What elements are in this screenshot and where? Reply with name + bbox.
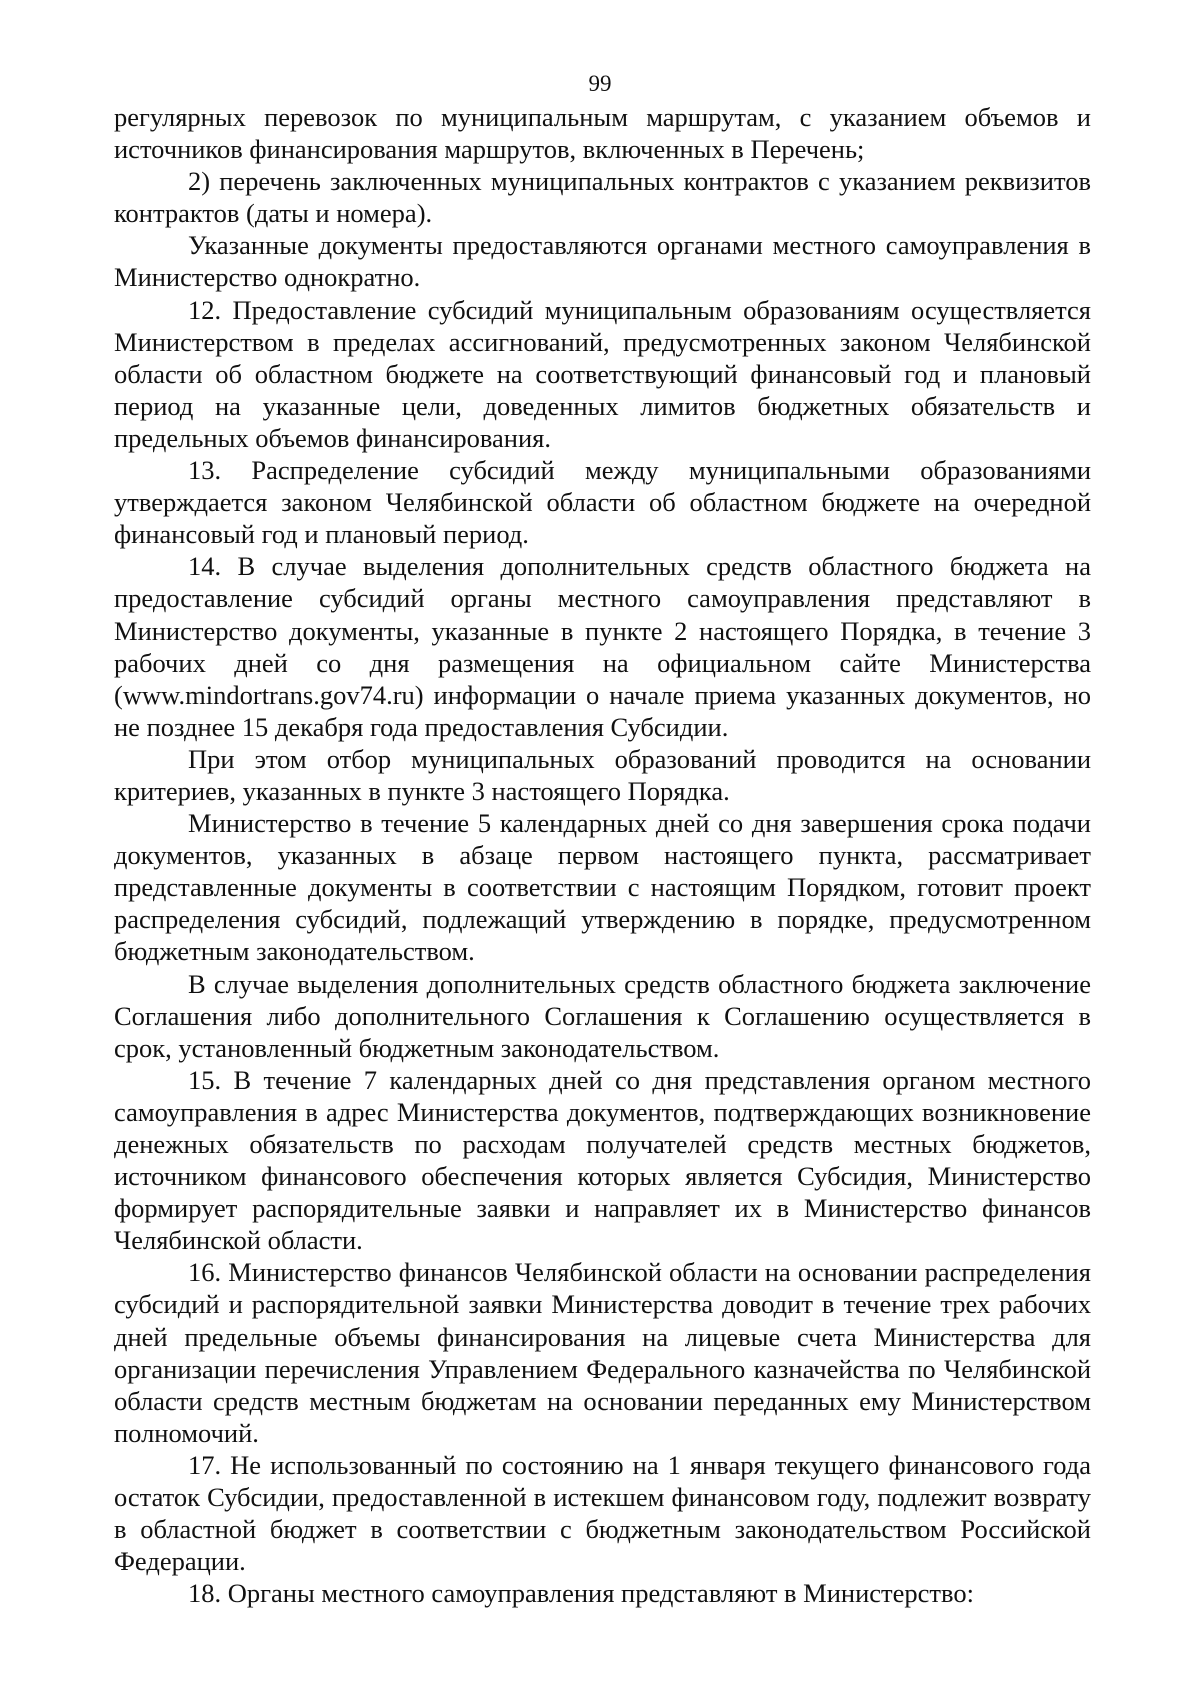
paragraph: 12. Предоставление субсидий муниципальным образованиям осуществляется Министерством в пределах ассигнований, предусмотренных законом Челябинской области об областном бюджете на соответствующий финансовый год и плановый период на указанные цели, доведенных лимитов бюджетных обязательств и предельных объемов финансирования. bbox=[114, 294, 1091, 453]
paragraph: 16. Министерство финансов Челябинской области на основании распределения субсидий и распорядительной заявки Министерства доводит в течение трех рабочих дней предельные объемы финансирования на лицевые счета Министерства для организации перечисления Управлением Федерального казначейства по Челябинской области средств местным бюджетам на основании переданных ему Министерством полномочий. bbox=[114, 1257, 1091, 1448]
paragraph: При этом отбор муниципальных образований проводится на основании критериев, указанных в пункте 3 настоящего Порядка. bbox=[114, 743, 1091, 806]
document-body bbox=[114, 101, 1091, 1609]
paragraph: Указанные документы предоставляются органами местного самоуправления в Министерство однократно. bbox=[114, 230, 1091, 293]
paragraph: 13. Распределение субсидий между муниципальными образованиями утверждается законом Челябинской области об областном бюджете на очередной финансовый год и плановый период. bbox=[114, 455, 1091, 550]
paragraph: 14. В случае выделения дополнительных средств областного бюджета на предоставление субсидий органы местного самоуправления представляют в Министерство документы, указанные в пункте 2 настоящего Порядка, в течение 3 рабочих дней со дня размещения на официальном сайте Министерства (www.mindortrans.gov74.ru) информации о начале приема указанных документов, но не позднее 15 декабря года предоставления Субсидии. bbox=[114, 551, 1091, 742]
paragraph: 2) перечень заключенных муниципальных контрактов с указанием реквизитов контрактов (даты и номера). bbox=[114, 166, 1091, 229]
paragraph: 18. Органы местного самоуправления представляют в Министерство: bbox=[188, 1578, 974, 1609]
page-number: 99 bbox=[588, 71, 612, 96]
paragraph: 15. В течение 7 календарных дней со дня представления органом местного самоуправления в адрес Министерства документов, подтверждающих возникновение денежных обязательств по расходам получателей средств местных бюджетов, источником финансового обеспечения которых является Субсидия, Министерство формирует распорядительные заявки и направляет их в Министерство финансов Челябинской области. bbox=[114, 1064, 1091, 1256]
paragraph: Министерство в течение 5 календарных дней со дня завершения срока подачи документов, указанных в абзаце первом настоящего пункта, рассматривает представленные документы в соответствии с настоящим Порядком, готовит проект распределения субсидий, подлежащий утверждению в порядке, предусмотренном бюджетным законодательством. bbox=[114, 808, 1091, 967]
paragraph: регулярных перевозок по муниципальным маршрутам, с указанием объемов и источников финансирования маршрутов, включенных в Перечень; bbox=[114, 102, 1091, 165]
paragraph: 17. Не использованный по состоянию на 1 января текущего финансового года остаток Субсидии, предоставленной в истекшем финансовом году, подлежит возврату в областной бюджет в соответствии с бюджетным законодательством Российской Федерации. bbox=[114, 1449, 1091, 1577]
paragraph: В случае выделения дополнительных средств областного бюджета заключение Соглашения либо дополнительного Соглашения к Соглашению осуществляется в срок, установленный бюджетным законодательством. bbox=[114, 968, 1091, 1063]
